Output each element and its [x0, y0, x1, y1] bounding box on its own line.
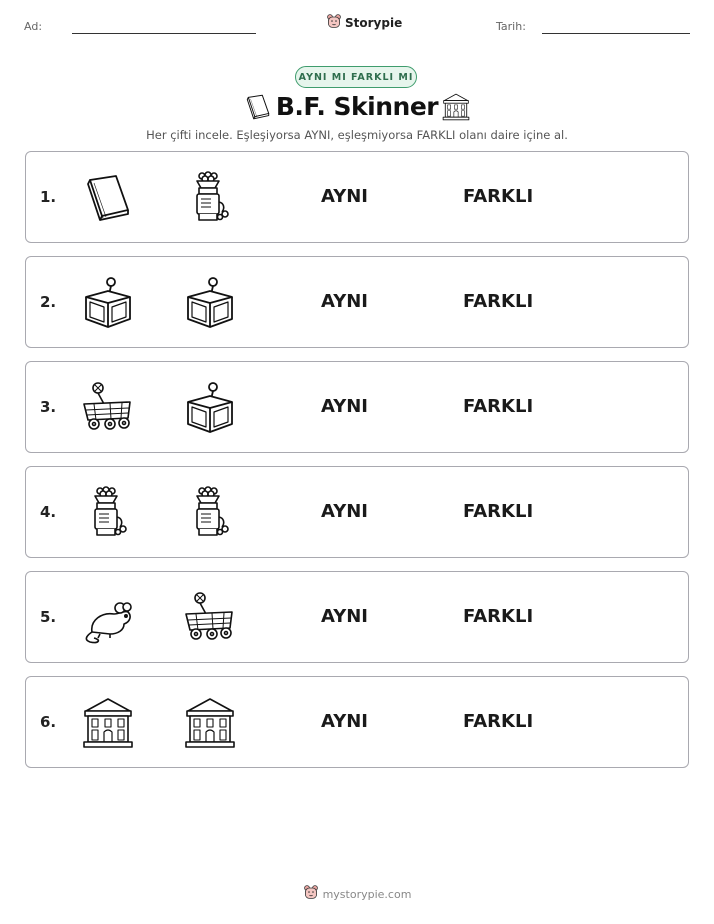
question-row — [25, 676, 689, 768]
mascot-icon — [303, 884, 319, 904]
question-row — [25, 466, 689, 558]
museum-icon — [441, 92, 471, 122]
footer — [0, 884, 714, 904]
question-number: 4. — [40, 503, 57, 521]
name-line[interactable] — [72, 33, 256, 34]
date-label: Tarih: — [496, 20, 526, 33]
food-dispenser-icon — [80, 485, 136, 541]
activity-badge: AYNI MI FARKLI MI — [295, 66, 417, 88]
question-number: 5. — [40, 608, 57, 626]
question-row — [25, 571, 689, 663]
question-number: 6. — [40, 713, 57, 731]
question-number: 2. — [40, 293, 57, 311]
skinner-box-icon — [80, 275, 136, 331]
instruction-text: Her çifti incele. Eşleşiyorsa AYNI, eşleşmiyorsa FARKLI olanı daire içine al. — [146, 128, 568, 142]
same-choice[interactable]: AYNI — [321, 606, 369, 627]
food-dispenser-icon — [182, 485, 238, 541]
same-choice[interactable]: AYNI — [321, 186, 369, 207]
different-choice[interactable]: FARKLI — [463, 606, 534, 627]
museum-icon — [182, 695, 238, 751]
question-row — [25, 151, 689, 243]
worksheet-header — [0, 0, 714, 50]
same-choice[interactable]: AYNI — [321, 291, 369, 312]
skinner-box-icon — [182, 275, 238, 331]
brand-name: Storypie — [345, 16, 403, 30]
page-title: B.F. Skinner — [275, 92, 439, 121]
different-choice[interactable]: FARKLI — [463, 291, 534, 312]
different-choice[interactable]: FARKLI — [463, 396, 534, 417]
different-choice[interactable]: FARKLI — [463, 186, 534, 207]
wagon-icon — [182, 590, 238, 646]
title-area — [0, 92, 714, 124]
question-number: 3. — [40, 398, 57, 416]
food-dispenser-icon — [182, 170, 238, 226]
museum-icon — [80, 695, 136, 751]
question-row — [25, 361, 689, 453]
brand-logo — [326, 13, 402, 33]
date-line[interactable] — [542, 33, 690, 34]
different-choice[interactable]: FARKLI — [463, 501, 534, 522]
book-icon — [80, 170, 136, 226]
same-choice[interactable]: AYNI — [321, 501, 369, 522]
footer-site: mystorypie.com — [322, 887, 412, 901]
same-choice[interactable]: AYNI — [321, 396, 369, 417]
wagon-icon — [80, 380, 136, 436]
mascot-icon — [326, 13, 342, 33]
same-choice[interactable]: AYNI — [321, 711, 369, 732]
different-choice[interactable]: FARKLI — [463, 711, 534, 732]
mouse-icon — [80, 590, 136, 646]
skinner-box-icon — [182, 380, 238, 436]
question-row — [25, 256, 689, 348]
question-number: 1. — [40, 188, 57, 206]
name-label: Ad: — [24, 20, 43, 33]
